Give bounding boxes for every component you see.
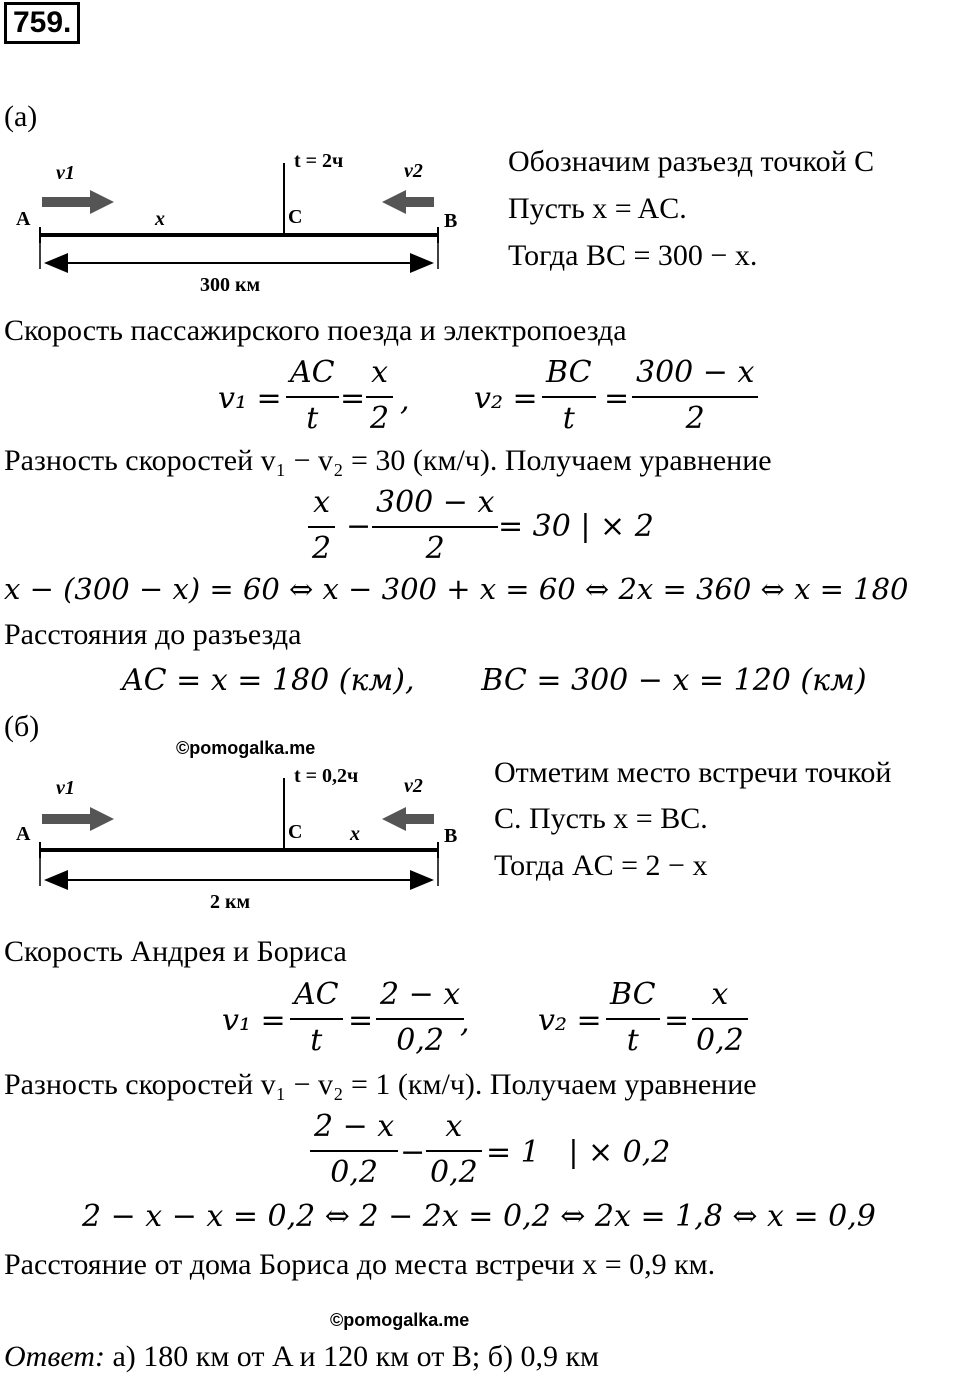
v2-arrow-a [382, 190, 434, 214]
note-b-2: C. Пусть x = BC. [494, 802, 708, 835]
point-a-label-a: A [16, 208, 31, 230]
v2-eq-b: = [664, 1003, 690, 1038]
watermark-bottom: ©pomogalka.me [330, 1310, 470, 1330]
answer-label: Ответ: [4, 1340, 105, 1373]
eq-frac2-b: x 0,2 [426, 1110, 482, 1190]
solution-b: 2 − x − x = 0,2 ⇔ 2 − 2x = 0,2 ⇔ 2x = 1,8 ⇔ x = 0,9 [82, 1199, 876, 1234]
eq-rhs-b: = 1 | × 0,2 [486, 1135, 671, 1170]
diagram-b [10, 762, 470, 922]
x-label-b: x [350, 823, 360, 845]
v1-eq-a: = [340, 381, 366, 416]
x-label-a: x [155, 208, 165, 230]
speed-heading-a: Скорость пассажирского поезда и электропоезда [4, 314, 627, 347]
final-b: Расстояние от дома Бориса до места встречи x = 0,9 км. [4, 1248, 716, 1281]
eq-minus-b: − [400, 1135, 426, 1170]
eq-frac2-a: 300 − x 2 [372, 486, 498, 566]
speed-heading-b: Скорость Андрея и Бориса [4, 935, 347, 968]
v1-eq-b: = [348, 1003, 374, 1038]
diff-text-a: Разность скоростей v₁ − v₂ = 30 (км/ч). Получаем уравнение [4, 444, 772, 477]
answer-line [4, 1340, 599, 1374]
v1-label-a: v1 [56, 162, 75, 184]
part-b-label: (б) [4, 710, 40, 743]
v1-arrow-a [42, 190, 114, 214]
comma-b: , [460, 1005, 470, 1040]
v2-label-a: v2 [404, 160, 423, 182]
v2-frac2-a: 300 − x 2 [632, 356, 758, 436]
v2-lhs-a: v₂ = [474, 381, 538, 416]
v2-lhs-b: v₂ = [538, 1003, 602, 1038]
v1-arrow-b [42, 807, 114, 831]
dist-heading-a: Расстояния до разъезда [4, 618, 302, 651]
v1-frac2-b: 2 − x 0,2 [376, 978, 464, 1058]
distance-label-b: 2 км [210, 891, 251, 913]
note-b-1: Отметим место встречи точкой [494, 756, 892, 789]
watermark-top: ©pomogalka.me [176, 738, 316, 758]
problem-number: 759. [4, 2, 80, 44]
note-a-3: Тогда BC = 300 − x. [508, 239, 758, 272]
point-c-label-b: C [288, 821, 303, 843]
diff-text-b: Разность скоростей v₁ − v₂ = 1 (км/ч). Получаем уравнение [4, 1068, 757, 1101]
point-c-label-a: C [288, 206, 303, 228]
v1-frac1-b: AC t [290, 978, 343, 1058]
eq-minus-a: − [346, 509, 372, 544]
v2-frac1-b: BC t [606, 978, 660, 1058]
dist-values-a: AC = x = 180 (км), BC = 300 − x = 120 (км) [122, 663, 867, 698]
time-label-b: t = 0,2ч [294, 765, 359, 787]
solution-a: x − (300 − x) = 60 ⇔ x − 300 + x = 60 ⇔ 2x = 360 ⇔ x = 180 [4, 572, 909, 606]
part-a-label: (а) [4, 100, 38, 133]
diagram-a [10, 145, 470, 305]
point-b-label-b: B [444, 825, 458, 847]
distance-label-a: 300 км [200, 274, 261, 296]
point-a-label-b: A [16, 823, 31, 845]
note-a-1: Обозначим разъезд точкой C [508, 145, 875, 178]
eq-frac1-b: 2 − x 0,2 [310, 1110, 398, 1190]
eq-frac1-a: x 2 [308, 486, 335, 566]
note-a-2: Пусть x = AC. [508, 192, 687, 225]
v2-frac2-b: x 0,2 [692, 978, 748, 1058]
answer-text: а) 180 км от A и 120 км от B; б) 0,9 км [104, 1340, 600, 1373]
v2-frac1-a: BC t [542, 356, 596, 436]
point-b-label-a: B [444, 210, 458, 232]
v1-frac1-a: AC t [286, 356, 339, 436]
v2-eq-a: = [604, 381, 630, 416]
time-label-a: t = 2ч [294, 150, 344, 172]
v1-frac2-a: x 2 [366, 356, 393, 436]
eq-rhs-a: = 30 | × 2 [498, 509, 654, 544]
comma-a: , [400, 383, 410, 418]
note-b-3: Тогда AC = 2 − x [494, 849, 708, 882]
v2-arrow-b [382, 807, 434, 831]
v1-lhs-b: v₁ = [222, 1003, 286, 1038]
v2-label-b: v2 [404, 775, 423, 797]
v1-label-b: v1 [56, 777, 75, 799]
v1-lhs-a: v₁ = [218, 381, 282, 416]
